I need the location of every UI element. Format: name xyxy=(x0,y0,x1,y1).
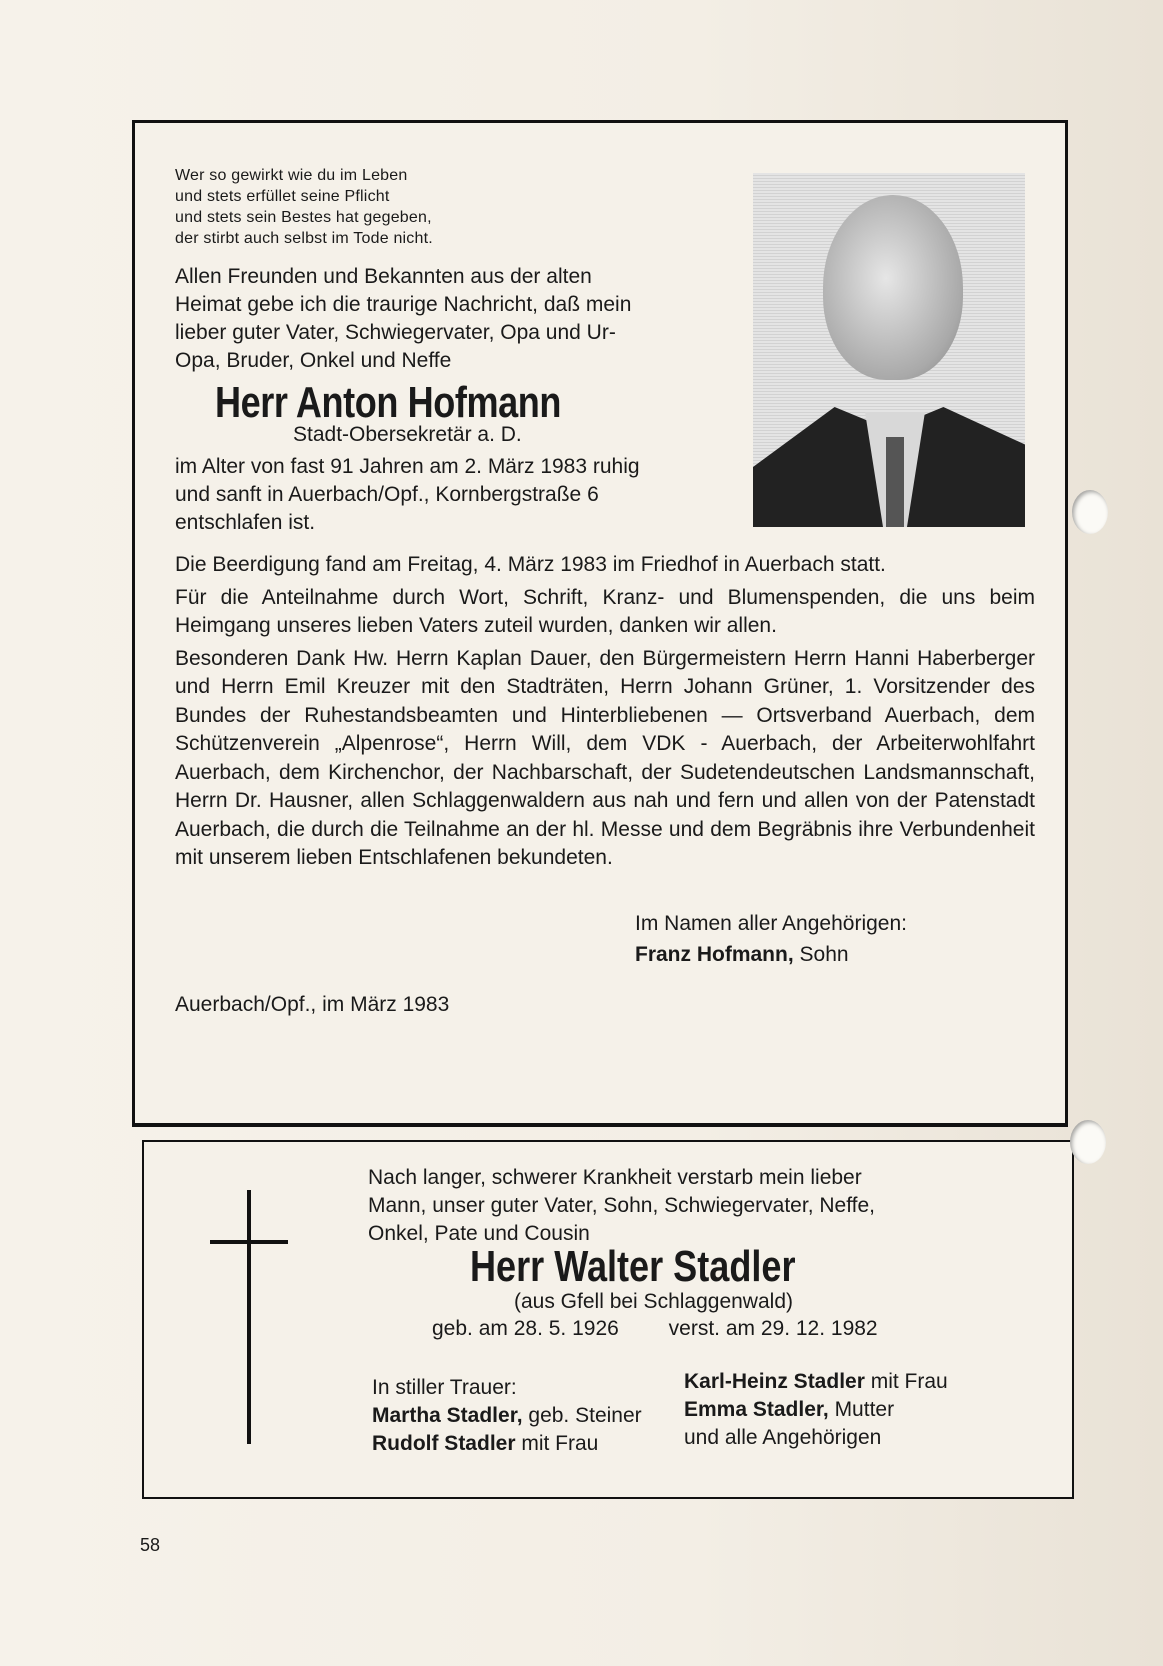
death-date: verst. am 29. 12. 1982 xyxy=(668,1317,878,1340)
mourners-right xyxy=(684,1368,948,1452)
funeral-paragraph: Die Beerdigung fand am Freitag, 4. März 1983 im Friedhof in Auerbach statt. xyxy=(175,553,886,576)
intro-line: Heimat gebe ich die traurige Nachricht, daß mein xyxy=(175,293,632,316)
mourner-name: Rudolf Stadler xyxy=(372,1432,516,1455)
signature-block xyxy=(635,908,907,970)
thanks-text xyxy=(175,551,1035,877)
poem-line: Wer so gewirkt wie du im Leben xyxy=(175,167,408,184)
announcement-intro xyxy=(175,263,695,375)
mourner-name: Martha Stadler, xyxy=(372,1404,523,1427)
mourner-note: mit Frau xyxy=(515,1432,599,1455)
special-thanks-paragraph: Besonderen Dank Hw. Herrn Kaplan Dauer, den Bürgermeistern Herrn Hanni Haberberger und Herrn Emil Kreuzer mit den Stadträten, Herrn Johann Grüner, 1. Vorsitzender des Bundes der Ruhestandsbeamten und Hinterbliebenen — Ortsverband Auerbach, dem Schützenverein „Alpenrose“, Herrn Will, dem VDK - Auerbach, der Arbeiterwohlfahrt Auerbach, dem Kirchenchor, der Nachbarschaft, der Sudetendeutschen Landsmannschaft, Herrn Dr. Hausner, allen Schlaggenwaldern aus nah und fern und allen von der Patenstadt Auerbach, die durch die Teilnahme an der hl. Messe und dem Begräbnis ihre Verbundenheit mit unserem lieben Entschlafenen bekundeten. xyxy=(175,646,1035,869)
announcement-intro xyxy=(368,1164,968,1248)
intro-line: Allen Freunden und Bekannten aus der alten xyxy=(175,265,592,288)
poem-line: und stets erfüllet seine Pflicht xyxy=(175,188,390,205)
mourner xyxy=(684,1368,948,1396)
mourner-name: Karl-Heinz Stadler xyxy=(684,1370,865,1393)
poem-line: der stirbt auch selbst im Tode nicht. xyxy=(175,230,433,247)
intro-line: Nach langer, schwerer Krankheit verstarb mein lieber xyxy=(368,1166,862,1189)
mourner xyxy=(684,1396,948,1424)
page-number: 58 xyxy=(140,1535,161,1555)
signature-name-line xyxy=(635,939,907,970)
details-line: im Alter von fast 91 Jahren am 2. März 1983 ruhig xyxy=(175,455,640,478)
place-date: Auerbach/Opf., im März 1983 xyxy=(175,993,450,1016)
signature-intro: Im Namen aller Angehörigen: xyxy=(635,912,907,935)
mourning-label: In stiller Trauer: xyxy=(372,1376,517,1399)
mourner: und alle Angehörigen xyxy=(684,1426,882,1449)
deceased-origin: (aus Gfell bei Schlaggenwald) xyxy=(514,1290,793,1313)
intro-line: Opa, Bruder, Onkel und Neffe xyxy=(175,349,452,372)
life-dates xyxy=(432,1317,878,1341)
intro-line: Onkel, Pate und Cousin xyxy=(368,1222,590,1245)
birth-date: geb. am 28. 5. 1926 xyxy=(432,1317,619,1340)
portrait-head xyxy=(823,195,963,380)
death-details xyxy=(175,453,640,537)
poem-line: und stets sein Bestes hat gegeben, xyxy=(175,209,432,226)
portrait-tie xyxy=(886,437,904,527)
mourner xyxy=(372,1430,642,1458)
details-line: und sanft in Auerbach/Opf., Kornbergstraße 6 xyxy=(175,483,599,506)
deceased-name: Herr Walter Stadler xyxy=(470,1242,796,1291)
memorial-poem xyxy=(175,165,433,249)
signature-name: Franz Hofmann, xyxy=(635,943,794,966)
mourner xyxy=(372,1402,642,1430)
cross-icon-bar xyxy=(210,1240,288,1244)
mourner-note: mit Frau xyxy=(864,1370,948,1393)
mourner-name: Emma Stadler, xyxy=(684,1398,829,1421)
obituary-anton-hofmann xyxy=(132,120,1068,1127)
obituary-walter-stadler xyxy=(142,1140,1074,1499)
deceased-name: Herr Anton Hofmann xyxy=(215,378,562,427)
details-line: entschlafen ist. xyxy=(175,511,316,534)
portrait-photo xyxy=(753,173,1025,527)
thanks-paragraph: Für die Anteilnahme durch Wort, Schrift, Kranz- und Blumenspenden, die uns beim Heimgang unseres lieben Vaters zuteil wurden, danken wir allen. xyxy=(175,585,1035,637)
intro-line: Mann, unser guter Vater, Sohn, Schwiegervater, Neffe, xyxy=(368,1194,876,1217)
binder-hole xyxy=(1072,490,1108,534)
binder-hole xyxy=(1070,1120,1106,1164)
intro-line: lieber guter Vater, Schwiegervater, Opa und Ur- xyxy=(175,321,616,344)
mourner-note: geb. Steiner xyxy=(522,1404,642,1427)
mourners-left xyxy=(372,1374,642,1458)
mourner-note: Mutter xyxy=(828,1398,895,1421)
signature-relation: Sohn xyxy=(793,943,849,966)
cross-icon xyxy=(247,1190,251,1444)
deceased-title: Stadt-Obersekretär a. D. xyxy=(293,423,522,446)
